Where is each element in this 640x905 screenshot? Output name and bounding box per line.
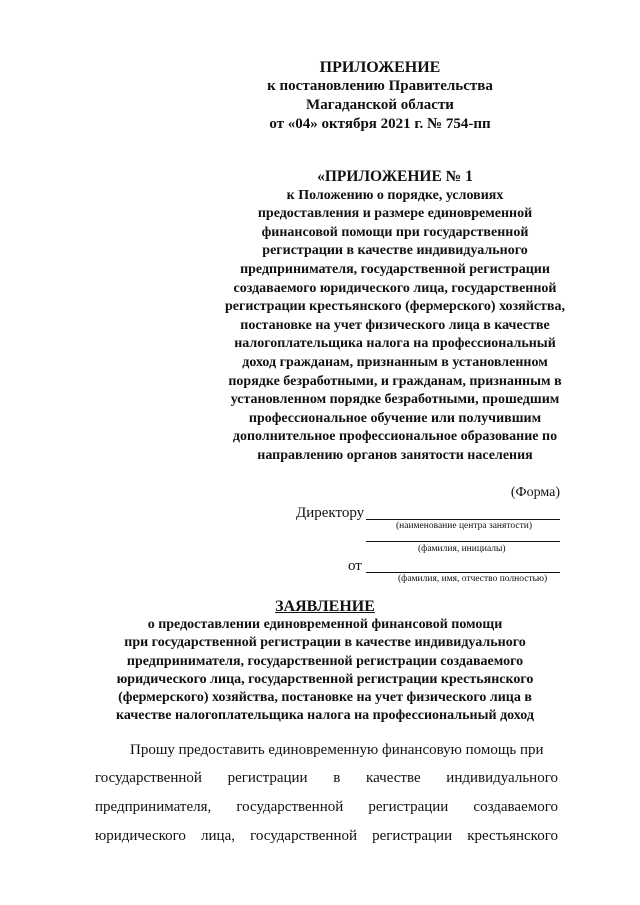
statement-block xyxy=(85,598,565,725)
from-hint: (фамилия, имя, отчество полностью) xyxy=(398,574,548,584)
body-text-line xyxy=(95,799,558,816)
appendix-title: ПРИЛОЖЕНИЕ xyxy=(319,59,441,76)
body-word: регистрации xyxy=(368,799,449,815)
appendix-1-line: финансовой помощи при государственной xyxy=(261,224,529,240)
appendix-1-line: создаваемого юридического лица, государственной xyxy=(233,280,557,296)
form-label: (Форма) xyxy=(510,485,560,500)
from-label: от xyxy=(348,558,362,574)
director-label: Директору xyxy=(296,505,365,521)
appendix-1-line: порядке безработными, и гражданам, признанным в xyxy=(228,373,562,389)
body-word: индивидуального xyxy=(446,770,558,786)
appendix-line: Магаданской области xyxy=(306,97,454,113)
statement-line: (фермерского) хозяйства, постановке на учет физического лица в xyxy=(118,690,532,706)
director-hint: (наименование центра занятости) xyxy=(396,521,532,531)
appendix-1-line: установленном порядке безработными, прошедшим xyxy=(230,392,560,408)
body-word: юридического xyxy=(95,828,186,844)
body-word: крестьянского xyxy=(467,828,558,844)
body-word: государственной xyxy=(250,828,358,844)
body-text-line xyxy=(95,828,558,845)
body-word: регистрации xyxy=(227,770,308,786)
statement-title: ЗАЯВЛЕНИЕ xyxy=(275,598,375,615)
appendix-1-block xyxy=(190,168,600,466)
fio-underline xyxy=(366,541,560,542)
body-word: государственной xyxy=(95,770,202,786)
appendix-1-line: предпринимателя, государственной регистрации xyxy=(240,261,550,277)
appendix-1-line: к Положению о порядке, условиях xyxy=(286,187,504,203)
statement-line: качестве налогоплательщика налога на профессиональный доход xyxy=(116,708,534,724)
body-word: предпринимателя, xyxy=(95,799,212,815)
body-word: лица, xyxy=(201,828,235,844)
appendix-1-line: дополнительное профессиональное образование по xyxy=(232,429,558,445)
appendix-1-title: «ПРИЛОЖЕНИЕ № 1 xyxy=(317,168,473,185)
appendix-1-line: направлению органов занятости населения xyxy=(257,447,533,463)
body-word: регистрации xyxy=(372,828,453,844)
statement-line: предпринимателя, государственной регистрации создаваемого xyxy=(126,653,524,669)
body-text-line: Прошу предоставить единовременную финансовую помощь при xyxy=(130,742,544,758)
body-word: в xyxy=(333,770,341,786)
body-text-line xyxy=(95,770,558,787)
appendix-1-line: регистрации крестьянского (фермерского) хозяйства, xyxy=(225,299,565,315)
body-word: государственной xyxy=(236,799,344,815)
appendix-1-line: налогоплательщика налога на профессиональный xyxy=(234,336,556,352)
fio-hint: (фамилия, инициалы) xyxy=(418,544,506,554)
appendix-1-line: профессиональное обучение или получившим xyxy=(248,410,542,426)
from-underline xyxy=(366,572,560,573)
appendix-1-line: доход гражданам, признанным в установленном xyxy=(242,354,548,370)
body-word: качестве xyxy=(366,770,421,786)
appendix-header xyxy=(220,58,540,134)
body-word: создаваемого xyxy=(473,799,558,815)
statement-line: юридического лица, государственной регистрации крестьянского xyxy=(116,671,534,687)
appendix-1-line: постановке на учет физического лица в качестве xyxy=(240,317,550,333)
statement-line: о предоставлении единовременной финансовой помощи xyxy=(147,617,503,633)
appendix-line: от «04» октября 2021 г. № 754-пп xyxy=(269,116,491,132)
appendix-line: к постановлению Правительства xyxy=(267,78,493,94)
appendix-1-line: регистрации в качестве индивидуального xyxy=(262,243,528,259)
statement-line: при государственной регистрации в качестве индивидуального xyxy=(124,635,526,651)
director-underline xyxy=(366,519,560,520)
appendix-1-line: предоставления и размере единовременной xyxy=(257,206,533,222)
